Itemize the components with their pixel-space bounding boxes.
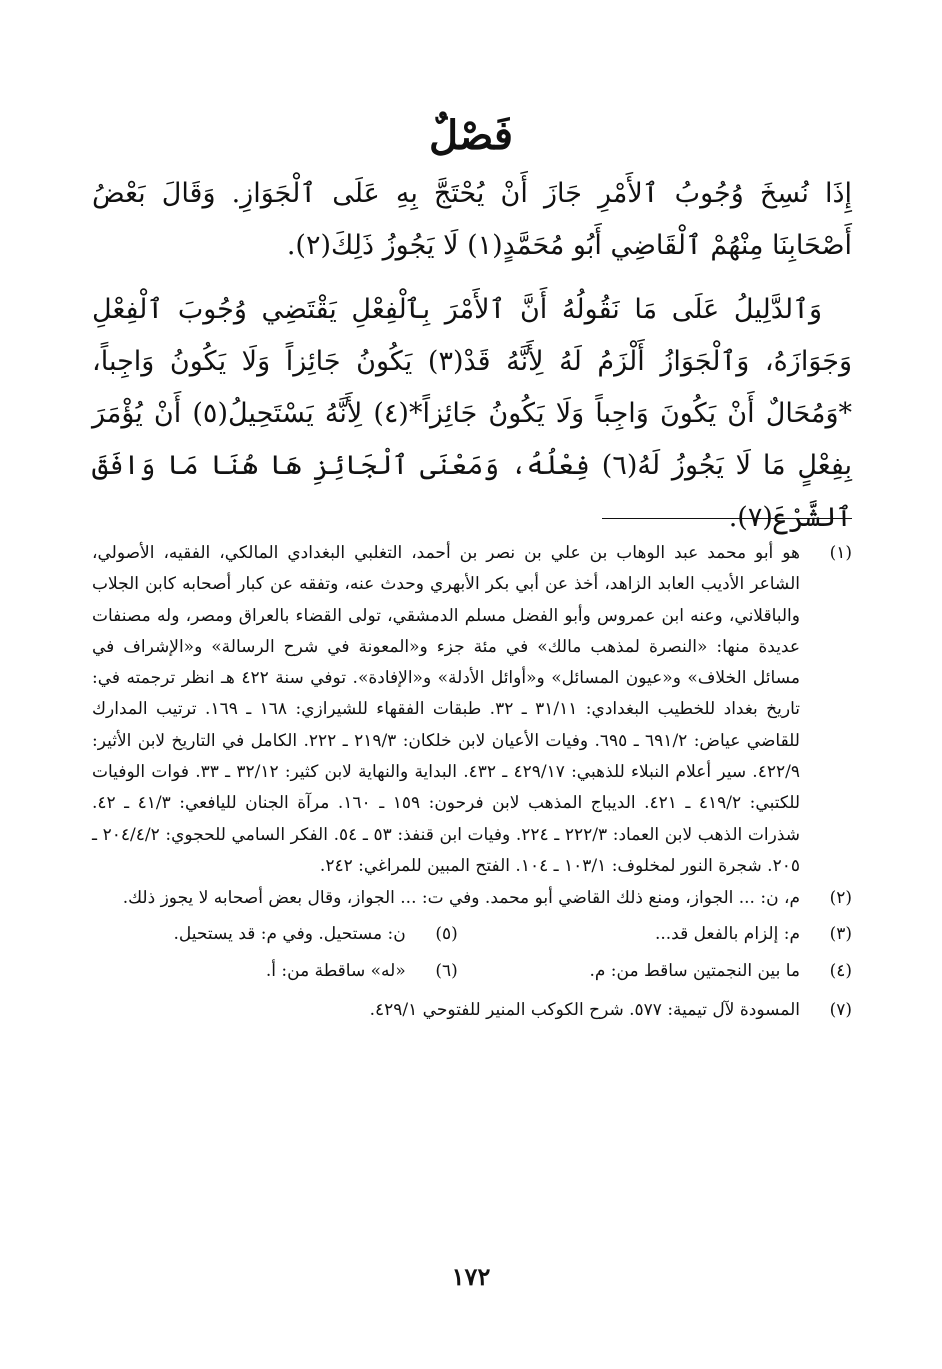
footnote-number: (٣) xyxy=(829,924,852,945)
footnote-text: م: إلزام بالفعل قد... xyxy=(654,924,800,945)
footnote-5 xyxy=(92,919,458,950)
footnote-number: (٢) xyxy=(829,888,852,909)
footnote-number: (٧) xyxy=(829,1000,852,1021)
footnote-row-3-5 xyxy=(92,919,852,950)
footnote-text: هو أبو محمد عبد الوهاب بن علي بن نصر بن أحمد، التغلبي البغدادي المالكي، الفقيه، الأصولي، الشاعر الأديب العابد الزاهد، أخذ عن أبي بكر الأبهري وحدث عنه، وتفقه عن كبار أصحابه كابن الجلاب والباقلاني، وعنه ابن عمروس وأبو الفضل مسلم الدمشقي، تولى القضاء بالعراق ومصر، وله مصنفات عديدة منها: «النصرة لمذهب مالك» في مئة جزء و«المعونة في شرح الرسالة» و«الإشراف في مسائل الخلاف» و«عيون المسائل» و«أوائل الأدلة» و«الإفادة». توفي سنة ٤٢٢ هـ انظر ترجمته في: تاريخ بغداد للخطيب البغدادي: ٣١/١١ ـ ٣٢. طبقات الفقهاء للشيرازي: ١٦٨ ـ ١٦٩. ترتيب المدارك للقاضي عياض: ٦٩١/٢ ـ ٦٩٥. وفيات الأعيان لابن خلكان: ٢١٩/٣ ـ ٢٢٢. الكامل في التاريخ لابن الأثير: ٤٢٢/٩. سير أعلام النبلاء للذهبي: ٤٢٩/١٧ ـ ٤٣٢. البداية والنهاية لابن كثير: ٣٢/١٢ ـ ٣٣. فوات الوفيات للكتبي: ٤١٩/٢ ـ ٤٢١. الديباج المذهب لابن فرحون: ١٥٩ ـ ١٦٠. مرآة الجنان لليافعي: ٤١/٣ ـ ٤٢. شذرات الذهب لابن العماد: ٢٢٢/٣ ـ ٢٢٤. وفيات ابن قنفذ: ٥٣ ـ ٥٤. الفكر السامي للحجوي: ٢٠٤/٤/٢ ـ ٢٠٥. شجرة النور لمخلوف: ١٠٣/١ ـ ١٠٤. الفتح المبين للمراغي: ٢٤٢. xyxy=(92,543,801,876)
footnote-2 xyxy=(92,884,852,913)
footnote-text: ما بين النجمتين ساقط من: م. xyxy=(589,961,800,982)
footnote-6 xyxy=(92,956,458,987)
footnote-1 xyxy=(92,538,852,882)
footnote-3 xyxy=(458,919,852,950)
footnote-number: (٦) xyxy=(435,961,458,982)
paragraph-2: وَٱلدَّلِيلُ عَلَى مَا نَقُولُهُ أَنَّ ٱلأَمْرَ بِٱلْفِعْلِ يَقْتَضِي وُجُوبَ ٱلْفِعْلِ وَجَوَازَهُ، وَٱلْجَوَازُ أَلْزَمُ لَهُ لِأَنَّهُ قَدْ(٣) يَكُونُ جَائِزاً وَلَا يَكُونُ وَاجِباً، *وَمُحَالٌ أَنْ يَكُونَ وَاجِباً وَلَا يَكُونُ جَائِزاً*(٤) لِأَنَّهُ يَسْتَحِيلُ(٥) أَنْ يُؤْمَرَ بِفِعْلٍ مَا لَا يَجُوزُ لَهُ(٦) فِعْلُهُ، وَمَعْنَى ٱلْجَائِزِ هَا هُنَا مَا وَافَقَ ٱلشَّرْعَ(٧). xyxy=(92,294,852,533)
footnote-text: المسودة لآل تيمية: ٥٧٧. شرح الكوكب المنير للفتوحي ٤٢٩/١. xyxy=(369,1000,800,1021)
footnote-text: م، ن: ... الجواز، ومنع ذلك القاضي أبو محمد. وفي ت: ... الجواز، وقال بعض أصحابه لا يجوز ذلك. xyxy=(122,888,800,909)
footnote-number: (١) xyxy=(829,543,852,563)
footnote-7 xyxy=(92,995,852,1026)
footnote-text: «له» ساقطة من: أ. xyxy=(265,961,406,982)
footnote-row-4-6 xyxy=(92,956,852,987)
page-number: ١٧٢ xyxy=(451,1262,491,1291)
footnotes xyxy=(92,538,852,1027)
section-heading: فَصْلٌ xyxy=(428,112,514,159)
footnote-number: (٤) xyxy=(829,961,852,982)
main-text xyxy=(92,168,852,544)
footnote-number: (٥) xyxy=(435,924,458,945)
paragraph-1: إِذَا نُسِخَ وُجُوبُ ٱلأَمْرِ جَازَ أَنْ يُحْتَجَّ بِهِ عَلَى ٱلْجَوَازِ. وَقَالَ بَعْضُ أَصْحَابِنَا مِنْهُمْ ٱلْقَاضِي أَبُو مُحَمَّدٍ(١) لَا يَجُوزُ ذَلِكَ(٢). xyxy=(92,178,852,261)
footnote-4 xyxy=(458,956,852,987)
footnote-separator xyxy=(602,518,852,519)
footnote-text: ن: مستحيل. وفي م: قد يستحيل. xyxy=(173,924,406,945)
